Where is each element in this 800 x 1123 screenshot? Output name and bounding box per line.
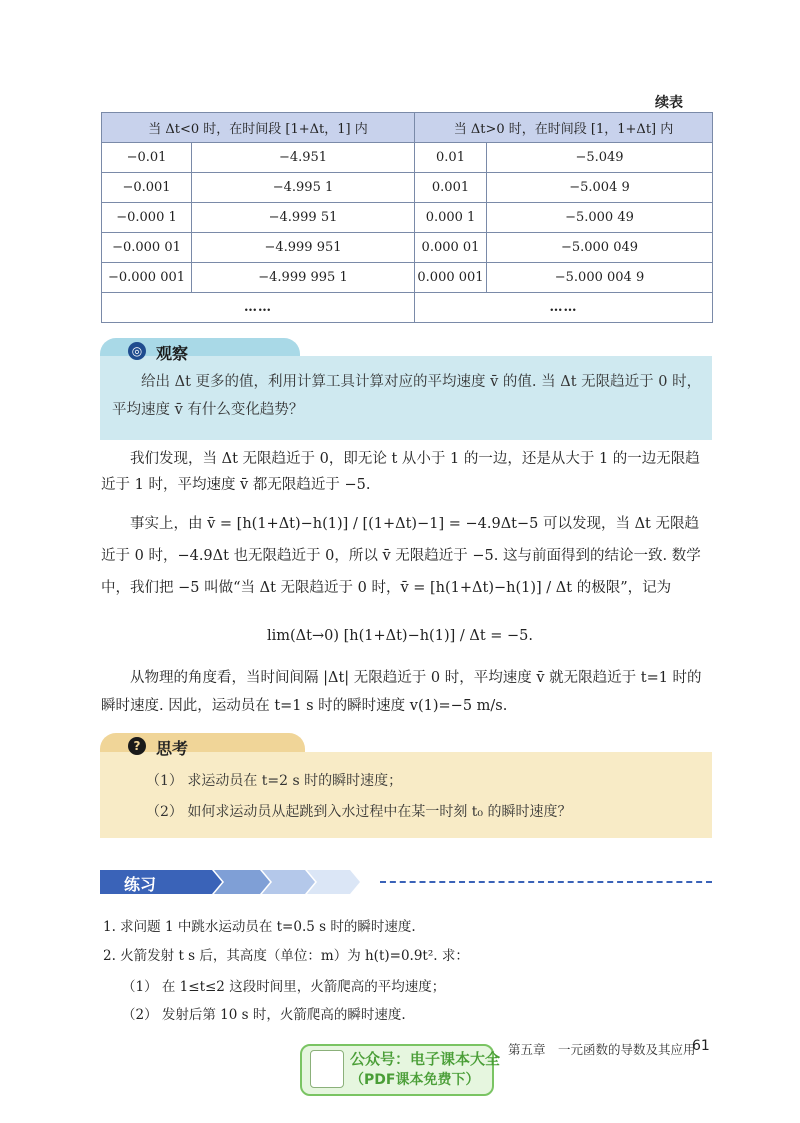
table-row (102, 143, 713, 173)
table-ellipsis-left: …… (102, 293, 415, 323)
table-row (102, 263, 713, 293)
think-item: （2） 如何求运动员从起跳到入水过程中在某一时刻 t₀ 的瞬时速度？ (146, 804, 572, 820)
table-row (102, 203, 713, 233)
think-title: 思考 (156, 739, 189, 758)
table-cell: −4.999 951 (192, 233, 415, 263)
table-cell: −5.000 049 (487, 233, 713, 263)
table-cell: 0.000 001 (415, 263, 487, 293)
table-cell: −0.000 01 (102, 233, 192, 263)
page-number: 61 (692, 1038, 710, 1054)
table-cell: −4.995 1 (192, 173, 415, 203)
data-table (101, 112, 713, 323)
chapter-footer: 第五章 一元函数的导数及其应用 (508, 1042, 696, 1057)
book-icon (310, 1050, 344, 1088)
observe-icon: ◎ (128, 342, 146, 360)
practice-title: 练习 (124, 875, 157, 894)
table-cell: 0.01 (415, 143, 487, 173)
table-cell: −4.999 995 1 (192, 263, 415, 293)
practice-divider (380, 881, 712, 883)
paragraph-2: 事实上，由 v̄ = [h(1+Δt)−h(1)] / [(1+Δt)−1] = −4.9Δt−5 可以发现，当 Δt 无限趋近于 0 时，−4.9Δt 也无限趋近于 0，所以 v̄ 无限趋近于 −5. 这与前面得到的结论一致. 数学中，我们把 −5 叫做“当 Δt 无限趋近于 0 时，v̄ = [h(1+Δt)−h(1)] / Δt 的极限”，记为 (101, 516, 701, 596)
table-ellipsis-right: …… (415, 293, 713, 323)
continued-label: 续表 (655, 95, 683, 111)
exercise-item: （2） 发射后第 10 s 时，火箭爬高的瞬时速度. (122, 1007, 406, 1023)
table-cell: −5.000 004 9 (487, 263, 713, 293)
paragraph-1: 我们发现，当 Δt 无限趋近于 0，即无论 t 从小于 1 的一边，还是从大于 1 的一边无限趋近于 1 时，平均速度 v̄ 都无限趋近于 −5. (101, 451, 700, 493)
table-cell: −5.004 9 (487, 173, 713, 203)
exercise-item: （1） 在 1≤t≤2 这段时间里，火箭爬高的平均速度； (122, 979, 446, 995)
table-cell: −0.000 1 (102, 203, 192, 233)
watermark-line1: 公众号：电子课本大全 (350, 1050, 501, 1068)
table-cell: −0.000 001 (102, 263, 192, 293)
observe-text: 给出 Δt 更多的值，利用计算工具计算对应的平均速度 v̄ 的值. 当 Δt 无限趋近于 0 时，平均速度 v̄ 有什么变化趋势？ (112, 374, 702, 418)
table-cell: −0.001 (102, 173, 192, 203)
table-cell: −4.951 (192, 143, 415, 173)
think-item: （1） 求运动员在 t=2 s 时的瞬时速度； (146, 773, 403, 789)
watermark-line2: （PDF课本免费下） (350, 1072, 480, 1088)
table-row (102, 173, 713, 203)
table-cell: −5.000 49 (487, 203, 713, 233)
exercise-item: 2. 火箭发射 t s 后，其高度（单位：m）为 h(t)=0.9t². 求： (103, 948, 469, 964)
observe-title: 观察 (156, 344, 189, 363)
table-cell: 0.001 (415, 173, 487, 203)
table-row (102, 233, 713, 263)
exercise-item: 1. 求问题 1 中跳水运动员在 t=0.5 s 时的瞬时速度. (103, 919, 416, 935)
table-cell: −0.01 (102, 143, 192, 173)
table-cell: 0.000 01 (415, 233, 487, 263)
limit-formula: lim(Δt→0) [h(1+Δt)−h(1)] / Δt = −5. (266, 628, 534, 644)
table-header-right: 当 Δt>0 时，在时间段 [1，1+Δt] 内 (415, 113, 713, 143)
table-header-row (102, 113, 713, 143)
think-box (100, 752, 712, 838)
table-cell: −4.999 51 (192, 203, 415, 233)
question-icon: ? (128, 737, 146, 755)
table-cell: −5.049 (487, 143, 713, 173)
paragraph-3: 从物理的角度看，当时间间隔 |Δt| 无限趋近于 0 时，平均速度 v̄ 就无限趋近于 t=1 时的瞬时速度. 因此，运动员在 t=1 s 时的瞬时速度 v(1)=−5 m/s. (101, 670, 702, 714)
table-header-left: 当 Δt<0 时，在时间段 [1+Δt，1] 内 (102, 113, 415, 143)
table-cell: 0.000 1 (415, 203, 487, 233)
table-ellipsis-row (102, 293, 713, 323)
